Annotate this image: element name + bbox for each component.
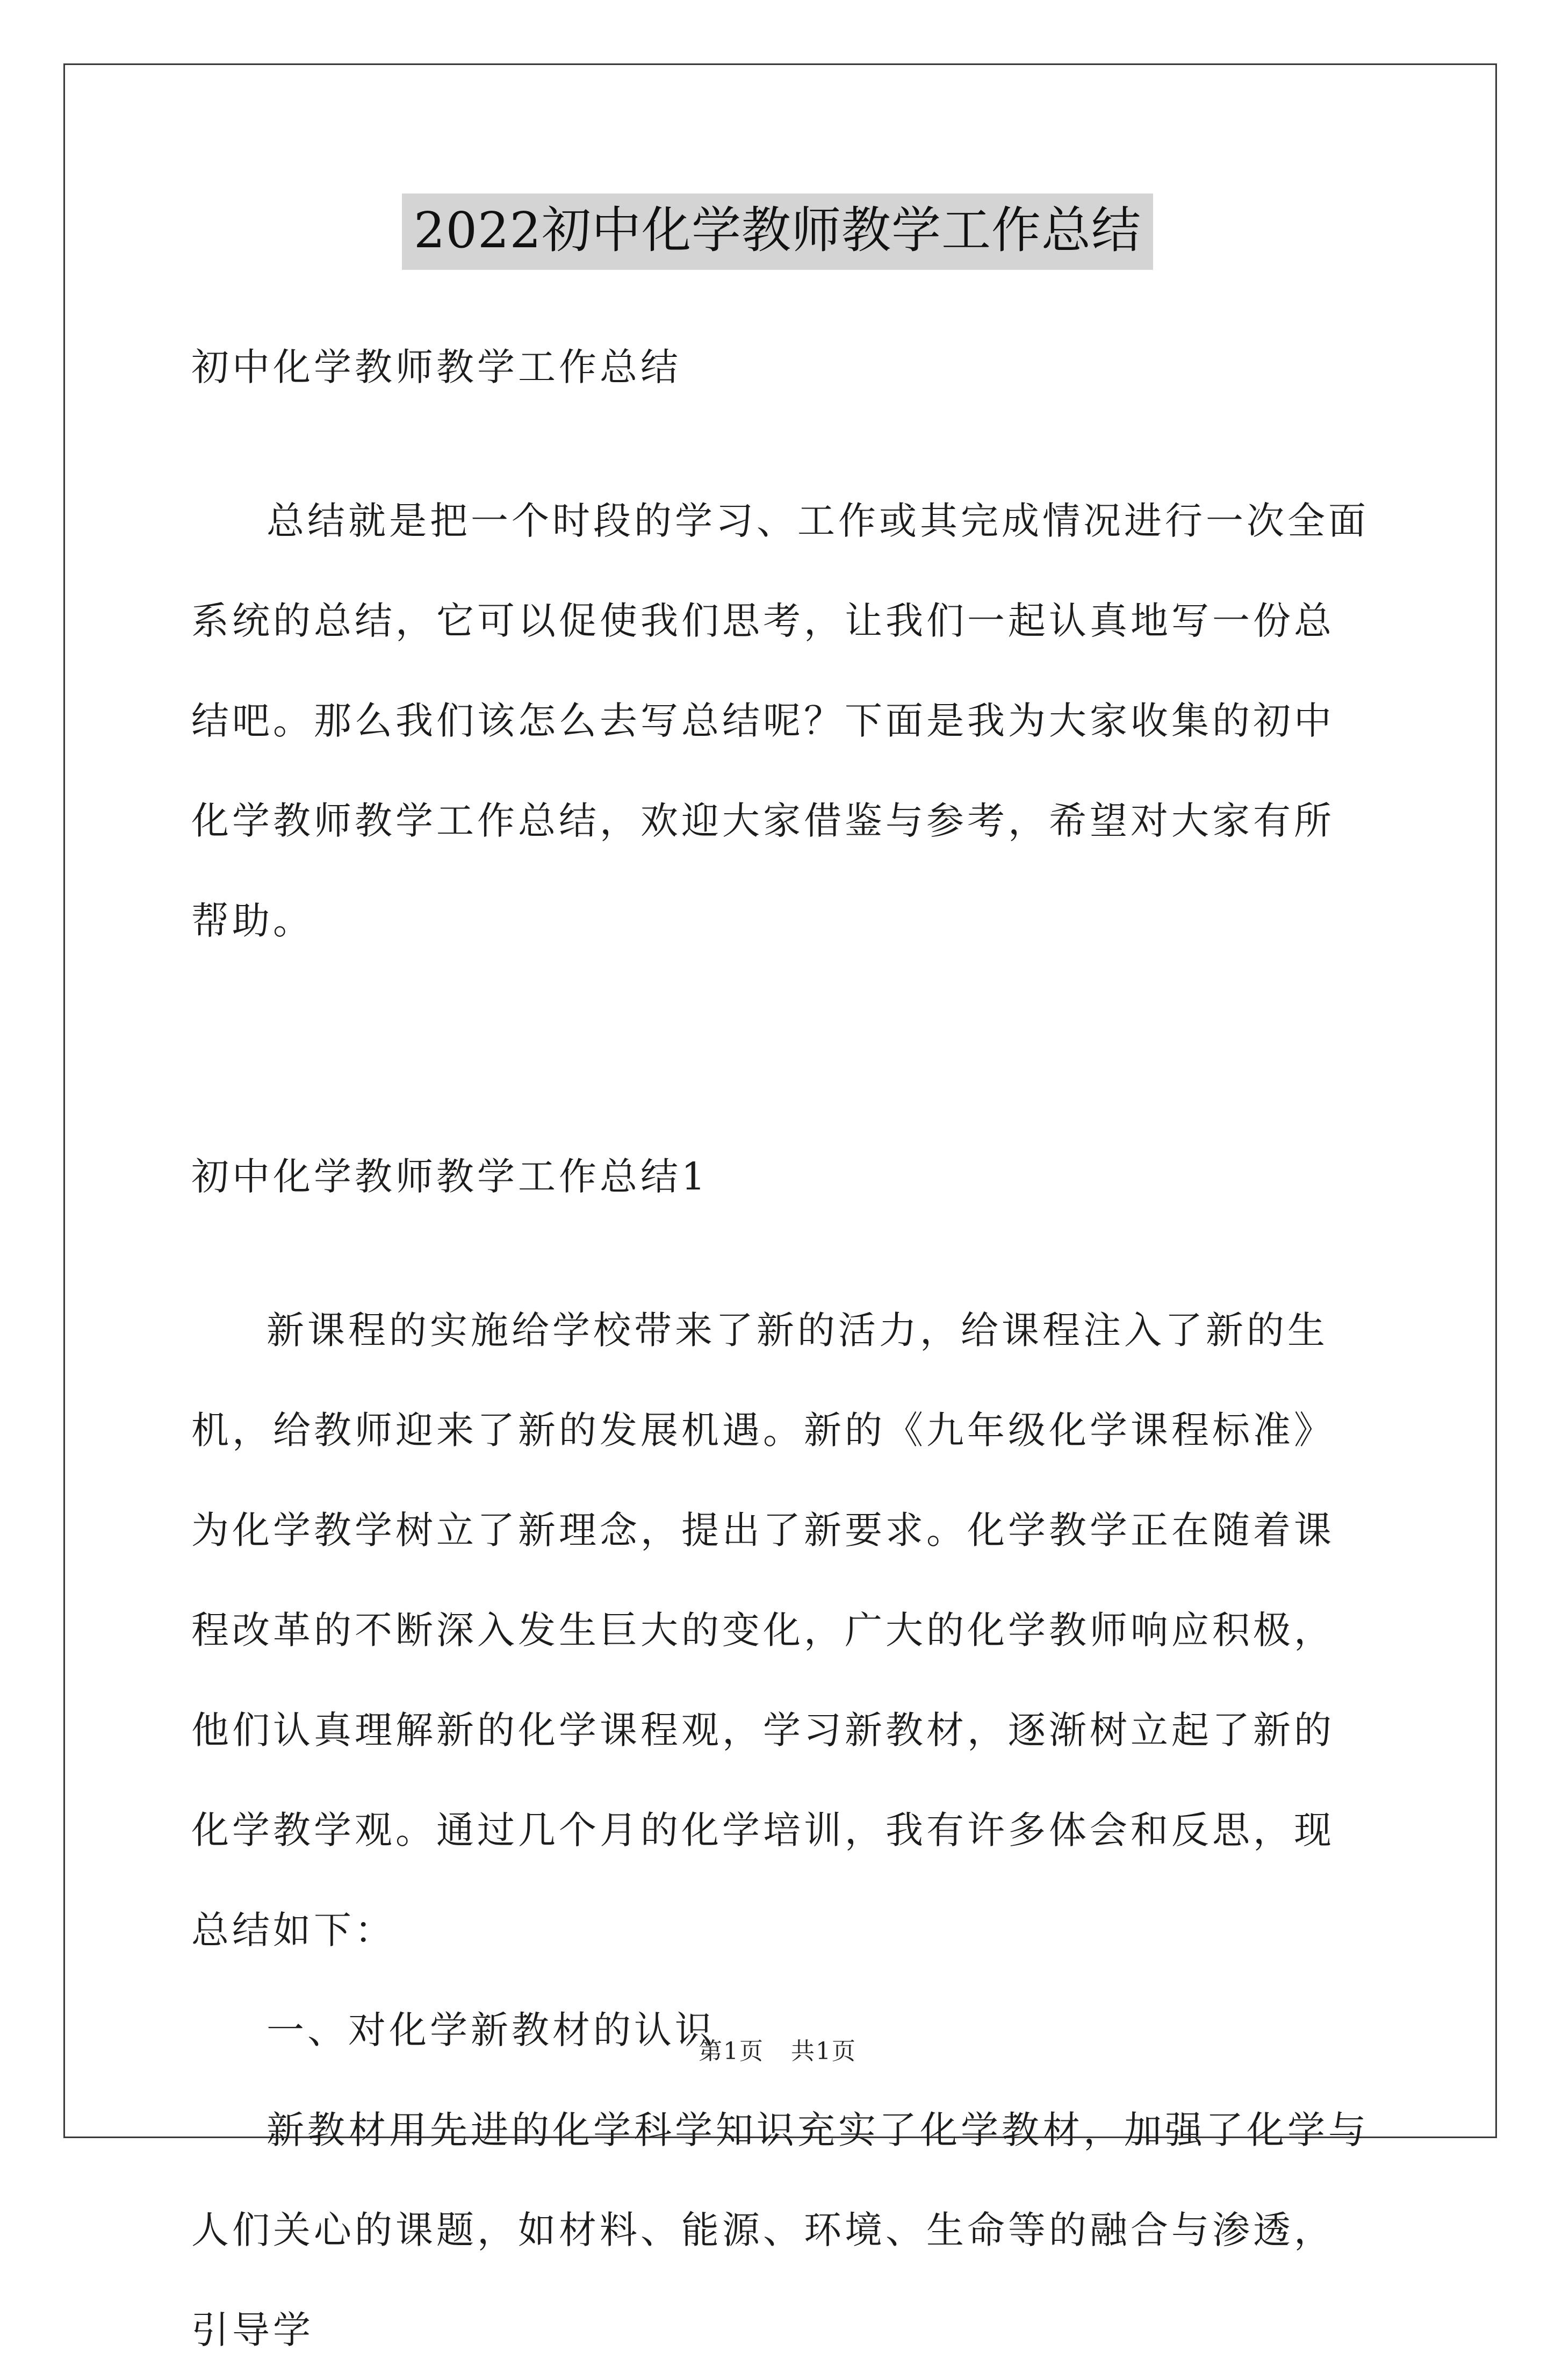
page-number: 第1页 [699, 2038, 764, 2065]
subsection-paragraph: 新教材用先进的化学科学知识充实了化学教材，加强了化学与人们关心的课题，如材料、能源、环境、生命等的融合与渗透，引导学 [191, 2108, 1369, 2352]
page-footer [0, 2032, 1555, 2066]
subsection-heading: 一、对化学新教材的认识 [267, 2008, 716, 2052]
title-container [0, 193, 1555, 270]
intro-paragraph: 总结就是把一个时段的学习、工作或其完成情况进行一次全面系统的总结，它可以促使我们思考，让我们一起认真地写一份总结吧。那么我们该怎么去写总结呢？下面是我为大家收集的初中化学教师教学工作总结，欢迎大家借鉴与参考，希望对大家有所帮助。 [191, 499, 1369, 943]
page-total: 共1页 [791, 2038, 856, 2065]
section-heading: 初中化学教师教学工作总结1 [191, 1155, 709, 1199]
subtitle: 初中化学教师教学工作总结 [191, 345, 681, 389]
section-paragraph: 新课程的实施给学校带来了新的活力，给课程注入了新的生机，给教师迎来了新的发展机遇。新的《九年级化学课程标准》为化学教学树立了新理念，提出了新要求。化学教学正在随着课程改革的不断深入发生巨大的变化，广大的化学教师响应积极，他们认真理解新的化学课程观，学习新教材，逐渐树立起了新的化学教学观。通过几个月的化学培训，我有许多体会和反思，现总结如下： [191, 1308, 1335, 1952]
document-title: 2022初中化学教师教学工作总结 [402, 193, 1153, 270]
body-text [191, 317, 1373, 2380]
